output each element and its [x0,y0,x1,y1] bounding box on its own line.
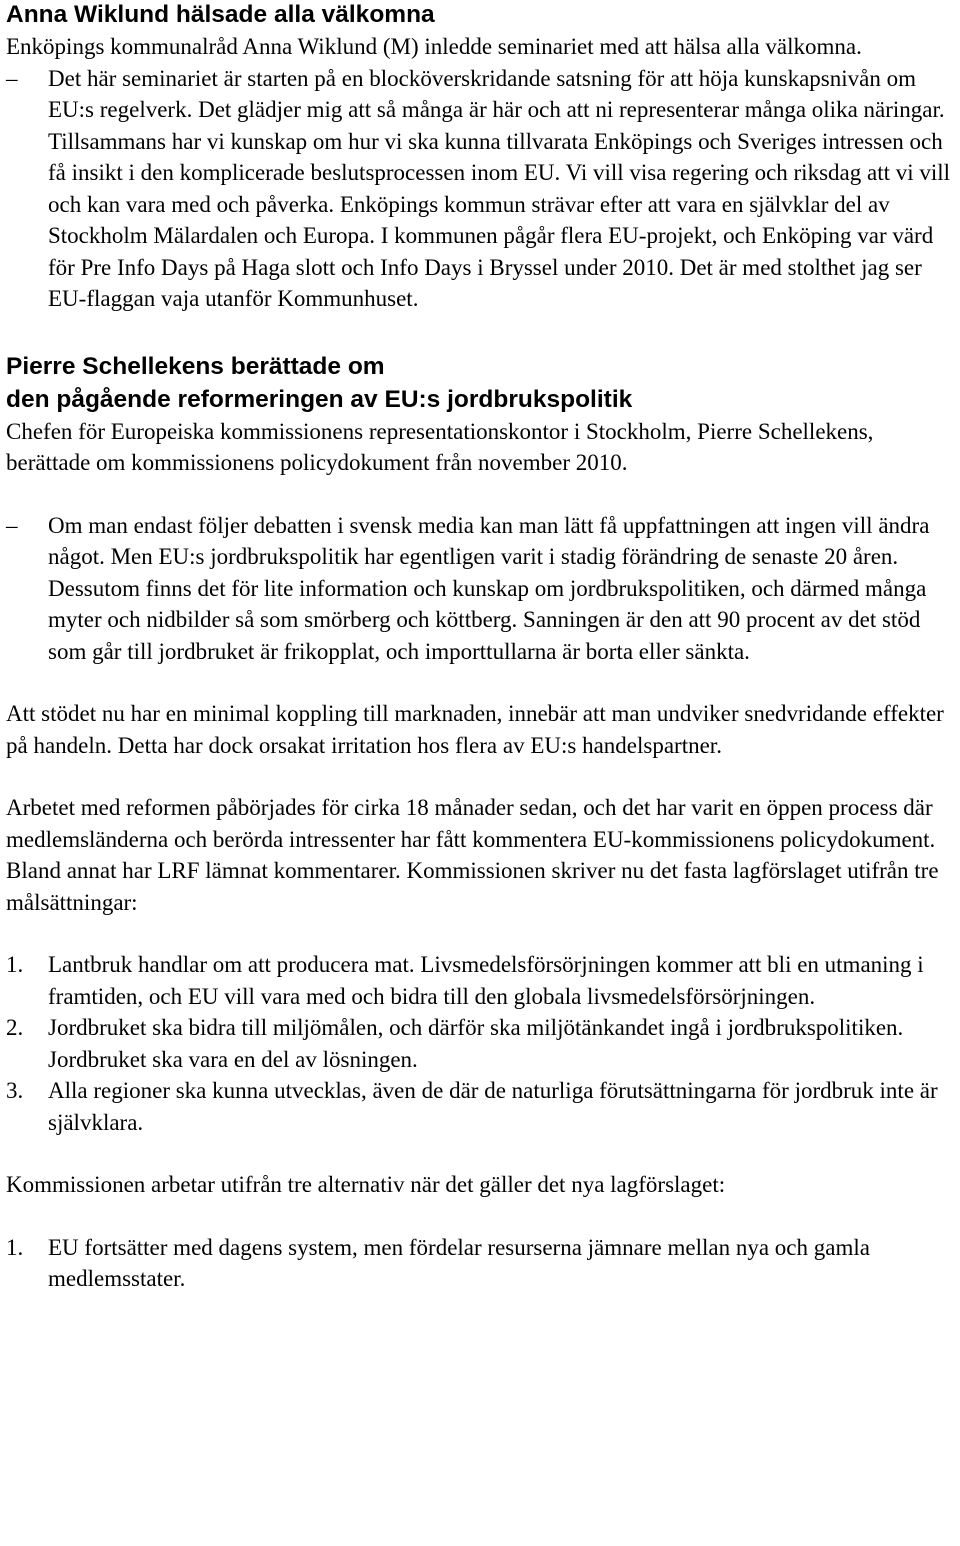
paragraph-spacer [6,918,956,949]
section-heading: Pierre Schellekens berättade om [6,352,385,380]
list-number: 2. [6,1015,24,1040]
dash-mark: – [6,65,18,91]
dash-mark: – [6,512,18,538]
quote-text: Om man endast följer debatten i svensk media kan man lätt få uppfattningen att ingen vill ändra något. Men EU:s jordbrukspolitik har egentligen varit i stadig förändring de senaste 20 åren. Dessutom finns det för lite information och kunskap om jordbrukspolitiken, och därmed många myter och nidbilder så som smörberg och köttberg. Sanningen är den att 90 procent av det stöd som går till jordbruket är frikopplat, och importtullarna är borta eller sänkta. [48,512,930,664]
body-paragraph: Arbetet med reformen påbörjades för cirka 18 månader sedan, och det har varit en öppen process där medlemsländerna och berörda intressenter har fått kommentera EU-kommissionens policydokument. Bland annat har LRF lämnat kommentarer. Kommissionen skriver nu det fasta lagförslaget utifrån tre målsättningar: [6,795,939,915]
paragraph-spacer [6,1201,956,1232]
list-item [6,1012,956,1075]
list-item-text: Alla regioner ska kunna utvecklas, även de där de naturliga förutsättningarna för jordbruk inte är självklara. [48,1078,938,1135]
paragraph-spacer [6,479,956,510]
list-item-text: Lantbruk handlar om att producera mat. Livsmedelsförsörjningen kommer att bli en utmaning i framtiden, och EU vill vara med och bidra till den globala livsmedelsförsörjningen. [48,952,924,1009]
section-heading-line2: den pågående reformeringen av EU:s jordbrukspolitik [6,385,633,413]
quote-text: Det här seminariet är starten på en blocköverskridande satsning för att höja kunskapsnivån om EU:s regelverk. Det glädjer mig att så många är här och att ni representerar många olika näringar. Tillsammans har vi kunskap om hur vi ska kunna tillvarata Enköpings och Sveriges intressen och få insikt i den komplicerade beslutsprocessen inom EU. Vi vill visa regering och riksdag att vi vill och kan vara med och påverka. Enköpings kommun strävar efter att vara en självklar del av Stockholm Mälardalen och Europa. I kommunen pågår flera EU-projekt, och Enköping var värd för Pre Info Days på Haga slott och Info Days i Bryssel under 2010. Det är med stolthet jag ser EU-flaggan vaja utanför Kommunhuset. [48,65,951,311]
document-page [6,0,956,1295]
list-item [6,1232,956,1295]
list-number: 3. [6,1078,24,1103]
paragraph-spacer [6,667,956,698]
list-item-text: Jordbruket ska bidra till miljömålen, och därför ska miljötänkandet ingå i jordbrukspolitiken. Jordbruket ska vara en del av lösningen. [48,1015,904,1072]
quote-paragraph [6,510,956,668]
list-item [6,1075,956,1138]
section-heading: Anna Wiklund hälsade alla välkomna [6,1,435,28]
paragraph-spacer [6,1138,956,1169]
list-item [6,949,956,1012]
paragraph-spacer [6,761,956,792]
list-number: 1. [6,952,24,977]
goals-list [6,949,956,1138]
alternatives-list [6,1232,956,1295]
quote-paragraph [6,63,956,315]
intro-paragraph: Enköpings kommunalråd Anna Wiklund (M) inledde seminariet med att hälsa alla välkomna. [6,34,862,59]
list-number: 1. [6,1234,24,1260]
body-paragraph: Att stödet nu har en minimal koppling till marknaden, innebär att man undviker snedvridande effekter på handeln. Detta har dock orsakat irritation hos flera av EU:s handelspartner. [6,701,944,758]
list-item-text: EU fortsätter med dagens system, men fördelar resurserna jämnare mellan nya och gamla medlemsstater. [48,1234,870,1291]
body-paragraph: Kommissionen arbetar utifrån tre alternativ när det gäller det nya lagförslaget: [6,1172,726,1197]
intro-paragraph: Chefen för Europeiska kommissionens representationskontor i Stockholm, Pierre Schellekens, berättade om kommissionens policydokument från november 2010. [6,418,874,475]
